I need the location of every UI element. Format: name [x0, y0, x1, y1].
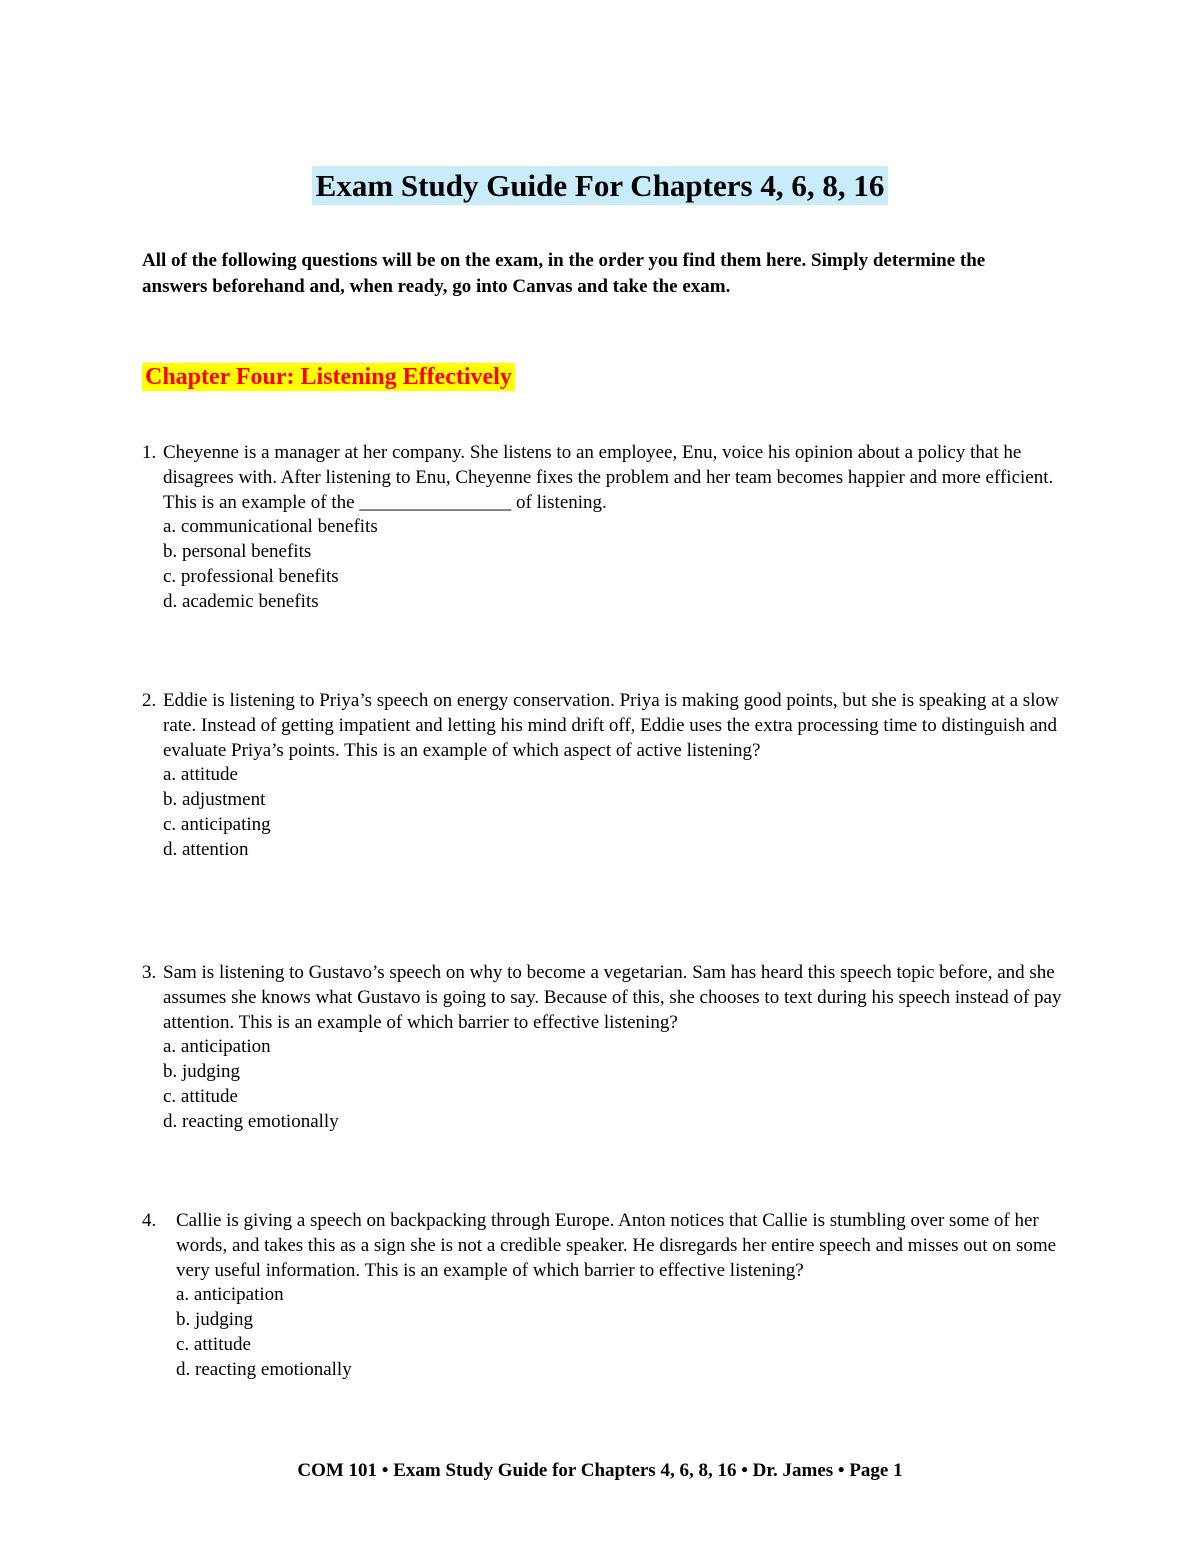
- answer-option: c. professional benefits: [163, 565, 339, 587]
- question-stem: [142, 441, 1072, 515]
- question-stem: [142, 1209, 1072, 1283]
- question-text: Sam is listening to Gustavo’s speech on why to become a vegetarian. Sam has heard this speech topic before, and she assumes she knows what Gustavo is going to say. Because of this, she chooses to text during his speech instead of pay attention. This is an example of which barrier to effective listening?: [163, 962, 1062, 1033]
- question-number: 2.: [142, 690, 157, 711]
- question-text: Cheyenne is a manager at her company. She listens to an employee, Enu, voice his opinion about a policy that he disagrees with. After listening to Enu, Cheyenne fixes the problem and her team becomes happier and more efficient. This is an example of the ________________ of listening.: [163, 442, 1054, 513]
- answer-option: b. adjustment: [163, 789, 266, 811]
- answer-option: d. reacting emotionally: [176, 1358, 352, 1380]
- document-title: Exam Study Guide For Chapters 4, 6, 8, 16: [312, 166, 889, 205]
- question-number: 4.: [142, 1210, 157, 1231]
- question-text: Eddie is listening to Priya’s speech on energy conservation. Priya is making good points, but she is speaking at a slow rate. Instead of getting impatient and letting his mind drift off, Eddie uses the extra processing time to distinguish and evaluate Priya’s points. This is an example of which aspect of active listening?: [163, 690, 1059, 761]
- answer-option: a. anticipation: [163, 1036, 271, 1058]
- question-3: [142, 961, 1072, 1135]
- answer-option: b. judging: [163, 1061, 241, 1083]
- question-1: [142, 441, 1072, 615]
- answer-option: b. judging: [176, 1309, 254, 1331]
- question-stem: [142, 961, 1072, 1035]
- answer-option: a. attitude: [163, 764, 238, 786]
- answer-option: c. anticipating: [163, 813, 271, 835]
- question-2: [142, 689, 1072, 863]
- chapter-heading: Chapter Four: Listening Effectively: [142, 363, 515, 391]
- answer-option: a. communicational benefits: [163, 516, 378, 538]
- answer-option: d. reacting emotionally: [163, 1110, 339, 1132]
- answer-option: c. attitude: [163, 1085, 238, 1107]
- question-stem: [142, 689, 1072, 763]
- question-text: Callie is giving a speech on backpacking through Europe. Anton notices that Callie is stumbling over some of her words, and takes this as a sign she is not a credible speaker. He disregards her entire speech and misses out on some very useful information. This is an example of which barrier to effective listening?: [176, 1210, 1057, 1281]
- chapter-heading-container: [142, 364, 515, 391]
- answer-option: d. attention: [163, 838, 249, 860]
- question-number: 3.: [142, 962, 157, 983]
- question-number: 1.: [142, 442, 157, 463]
- intro-instructions: All of the following questions will be on the exam, in the order you find them here. Simply determine the answers beforehand and, when ready, go into Canvas and take the exam.: [142, 250, 986, 297]
- answer-option: c. attitude: [176, 1333, 251, 1355]
- answer-option: b. personal benefits: [163, 541, 312, 563]
- question-4: [142, 1209, 1072, 1383]
- answer-option: a. anticipation: [176, 1284, 284, 1306]
- page-footer: COM 101 • Exam Study Guide for Chapters 4, 6, 8, 16 • Dr. James • Page 1: [297, 1460, 903, 1481]
- document-title-container: [0, 168, 1200, 204]
- answer-option: d. academic benefits: [163, 590, 319, 612]
